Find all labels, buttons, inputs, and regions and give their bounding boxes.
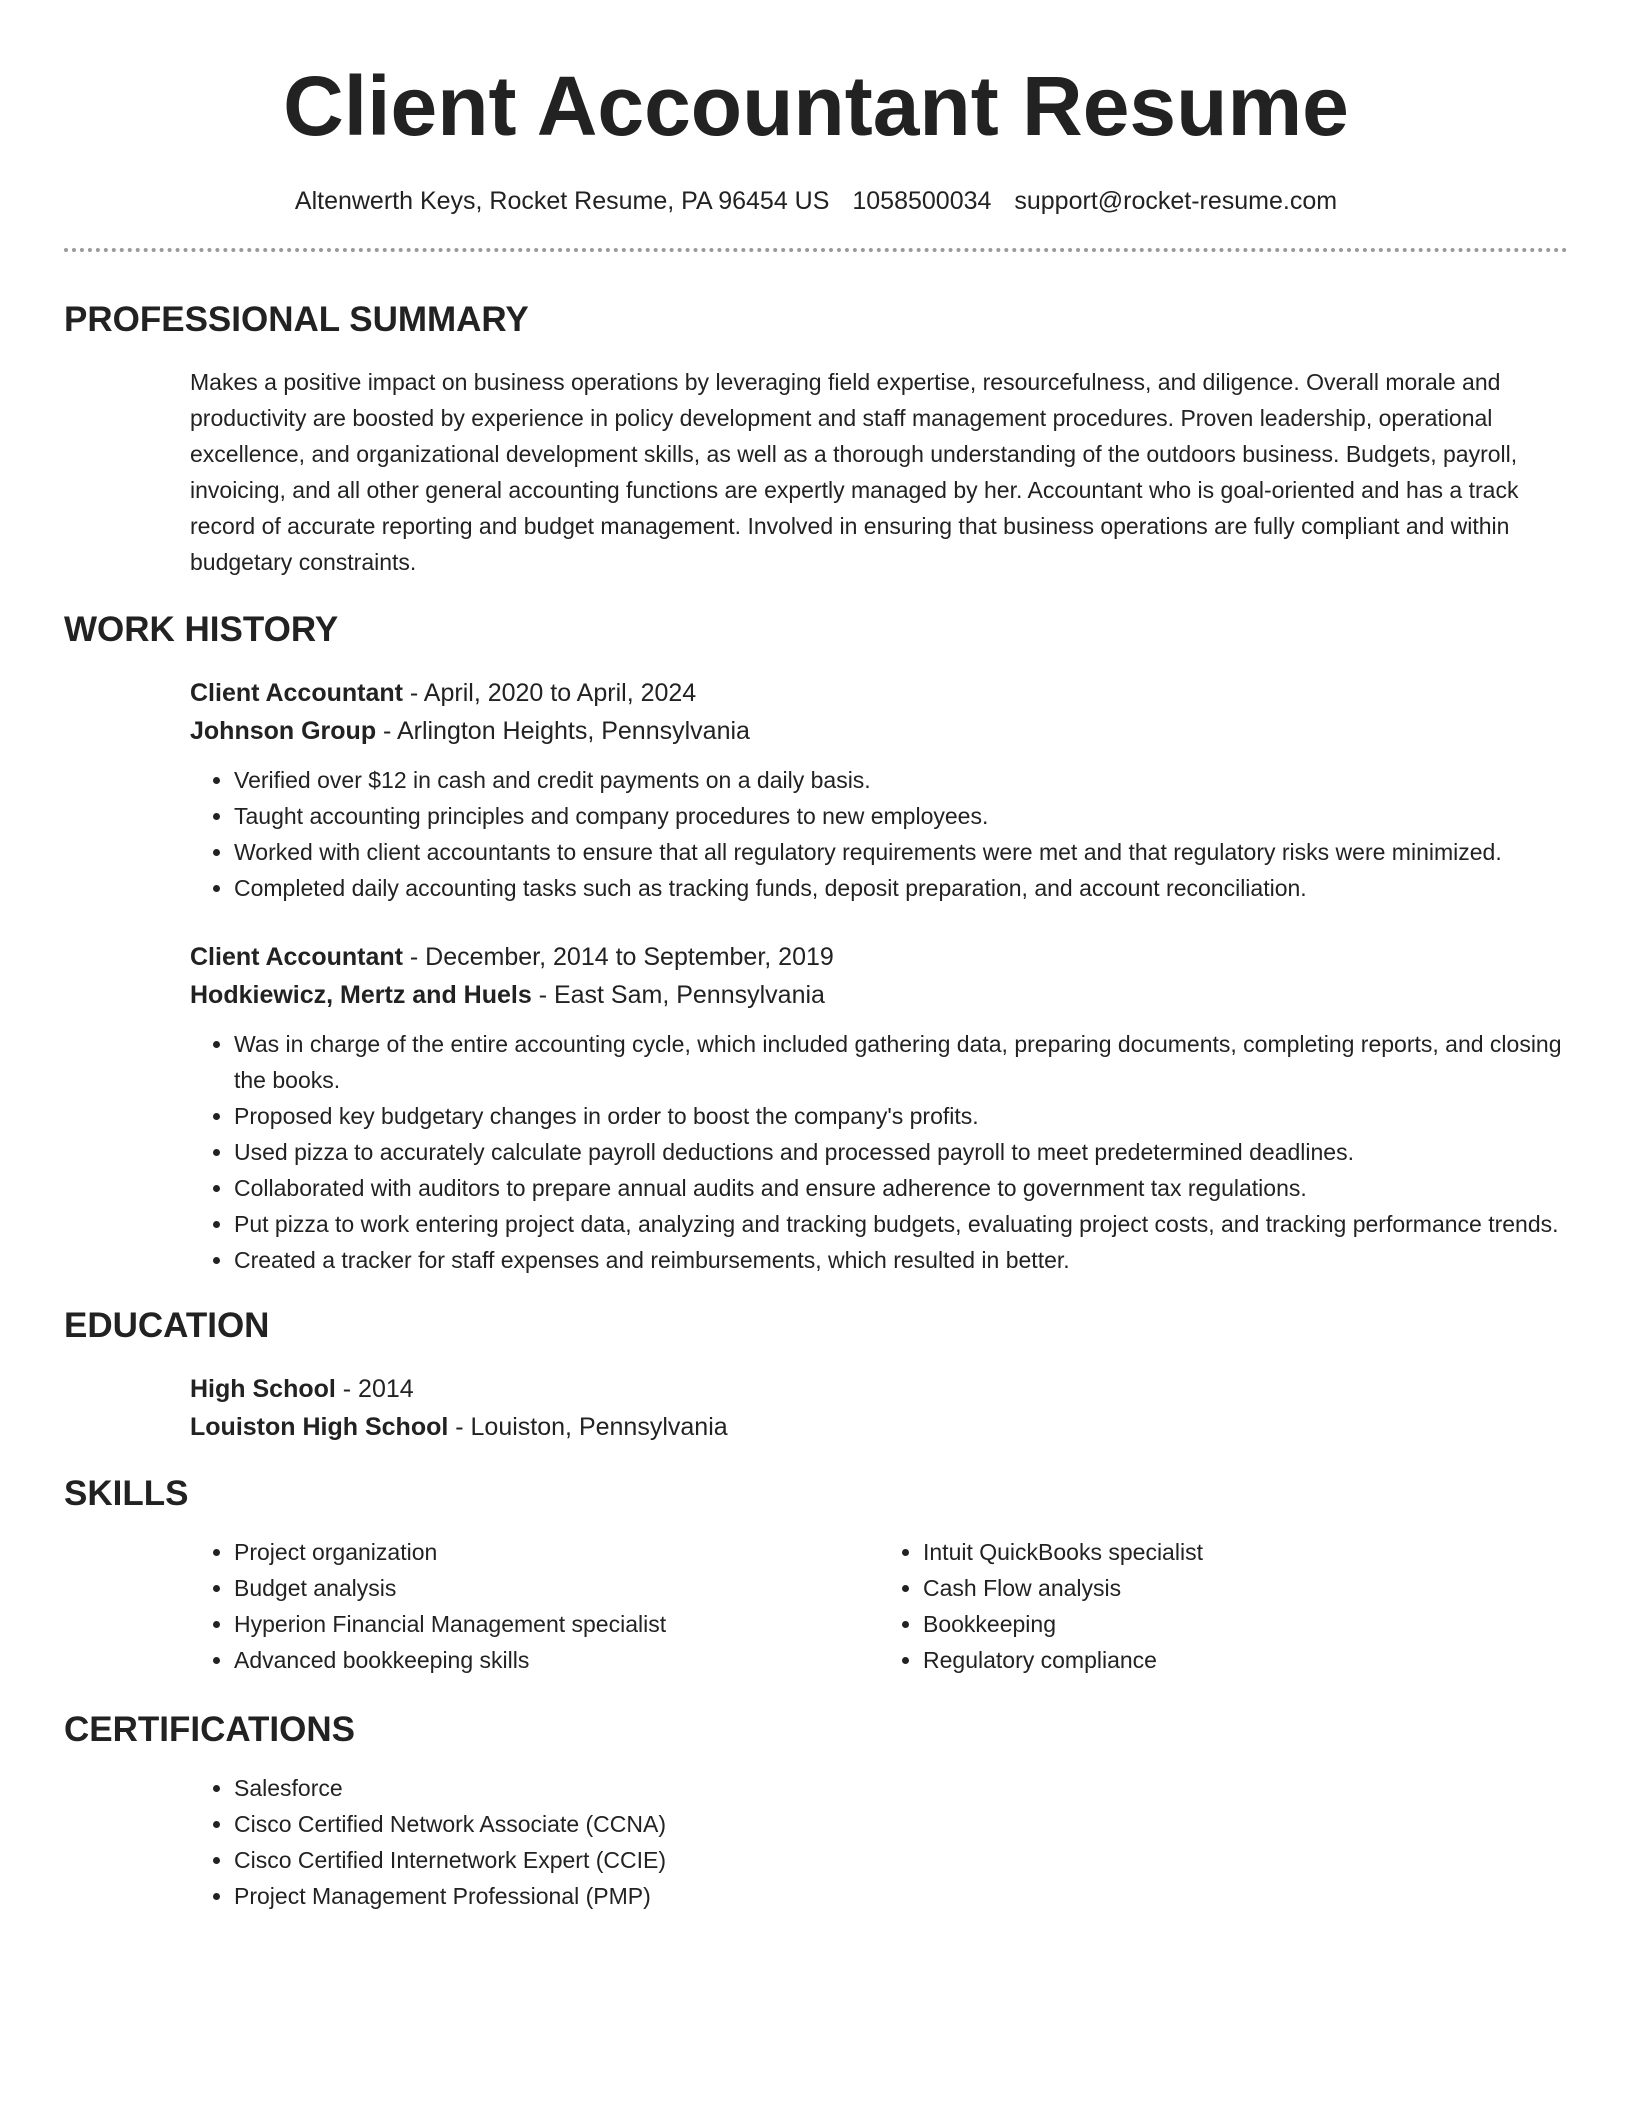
education-location: - Louiston, Pennsylvania — [448, 1413, 728, 1441]
list-item: • Created a tracker for staff expenses and reimbursements, which resulted in better. — [234, 1242, 1568, 1278]
list-item: • Budget analysis — [234, 1570, 879, 1606]
list-item: • Worked with client accountants to ensure that all regulatory requirements were met and that regulatory risks were minimized. — [234, 834, 1568, 870]
certifications-list — [190, 1770, 1568, 1914]
job-entry — [190, 674, 1568, 906]
list-item: • Taught accounting principles and company procedures to new employees. — [234, 798, 1568, 834]
job-company-line — [190, 712, 1568, 750]
job-location: - Arlington Heights, Pennsylvania — [376, 717, 750, 745]
job-company: Hodkiewicz, Mertz and Huels — [190, 981, 532, 1009]
skills-grid — [190, 1534, 1568, 1678]
list-item: • Verified over $12 in cash and credit payments on a daily basis. — [234, 762, 1568, 798]
job-location: - East Sam, Pennsylvania — [531, 981, 825, 1009]
education-school: Louiston High School — [190, 1413, 449, 1441]
job-bullets — [190, 1026, 1568, 1278]
section-title-summary: PROFESSIONAL SUMMARY — [64, 300, 529, 339]
list-item: • Project organization — [234, 1534, 879, 1570]
section-title-skills: SKILLS — [64, 1474, 189, 1513]
resume-title: Client Accountant Resume — [283, 59, 1349, 153]
list-item: • Collaborated with auditors to prepare annual audits and ensure adherence to government tax regulations. — [234, 1170, 1568, 1206]
list-item: • Salesforce — [234, 1770, 1568, 1806]
certifications-bullets — [190, 1770, 1568, 1914]
education-school-line — [190, 1408, 1568, 1446]
list-item: • Cisco Certified Network Associate (CCNA) — [234, 1806, 1568, 1842]
job-title-line — [190, 938, 1568, 976]
education-degree: High School — [190, 1375, 336, 1403]
skills-column-left — [190, 1534, 879, 1678]
contact-email: support@rocket-resume.com — [1014, 187, 1338, 215]
contact-line — [64, 184, 1568, 218]
list-item: • Hyperion Financial Management specialist — [234, 1606, 879, 1642]
skills-column-right — [879, 1534, 1568, 1678]
list-item: • Proposed key budgetary changes in order to boost the company's profits. — [234, 1098, 1568, 1134]
list-item: • Used pizza to accurately calculate payroll deductions and processed payroll to meet predetermined deadlines. — [234, 1134, 1568, 1170]
list-item: • Put pizza to work entering project data, analyzing and tracking budgets, evaluating project costs, and tracking performance trends. — [234, 1206, 1568, 1242]
contact-phone: 1058500034 — [852, 187, 992, 215]
list-item: • Was in charge of the entire accounting cycle, which included gathering data, preparing documents, completing reports, and closing the books. — [234, 1026, 1568, 1098]
list-item: • Advanced bookkeeping skills — [234, 1642, 879, 1678]
education-entry — [190, 1370, 1568, 1446]
education-year: - 2014 — [335, 1375, 414, 1403]
section-title-work: WORK HISTORY — [64, 610, 339, 649]
section-title-education: EDUCATION — [64, 1306, 270, 1345]
job-title-line — [190, 674, 1568, 712]
job-dates: - April, 2020 to April, 2024 — [402, 679, 697, 707]
list-item: • Completed daily accounting tasks such as tracking funds, deposit preparation, and account reconciliation. — [234, 870, 1568, 906]
list-item: • Intuit QuickBooks specialist — [923, 1534, 1568, 1570]
education-degree-line — [190, 1370, 1568, 1408]
list-item: • Bookkeeping — [923, 1606, 1568, 1642]
job-dates: - December, 2014 to September, 2019 — [402, 943, 834, 971]
header-divider — [64, 248, 1568, 252]
summary-text: Makes a positive impact on business operations by leveraging field expertise, resourcefulness, and diligence. Overall morale and productivity are boosted by experience in policy development and staff management procedures. Proven leadership, operational excellence, and organizational development skills, as well as a thorough understanding of the outdoors business. Budgets, payroll, invoicing, and all other general accounting functions are expertly managed by her. Accountant who is goal-oriented and has a track record of accurate reporting and budget management. Involved in ensuring that business operations are fully compliant and within budgetary constraints. — [190, 369, 1519, 575]
contact-address: Altenwerth Keys, Rocket Resume, PA 96454 US — [294, 187, 830, 215]
section-title-certifications: CERTIFICATIONS — [64, 1710, 356, 1749]
job-company-line — [190, 976, 1568, 1014]
job-title: Client Accountant — [190, 679, 403, 707]
list-item: • Project Management Professional (PMP) — [234, 1878, 1568, 1914]
job-title: Client Accountant — [190, 943, 403, 971]
list-item: • Regulatory compliance — [923, 1642, 1568, 1678]
list-item: • Cash Flow analysis — [923, 1570, 1568, 1606]
job-company: Johnson Group — [190, 717, 377, 745]
job-entry — [190, 938, 1568, 1278]
job-bullets — [190, 762, 1568, 906]
list-item: • Cisco Certified Internetwork Expert (CCIE) — [234, 1842, 1568, 1878]
